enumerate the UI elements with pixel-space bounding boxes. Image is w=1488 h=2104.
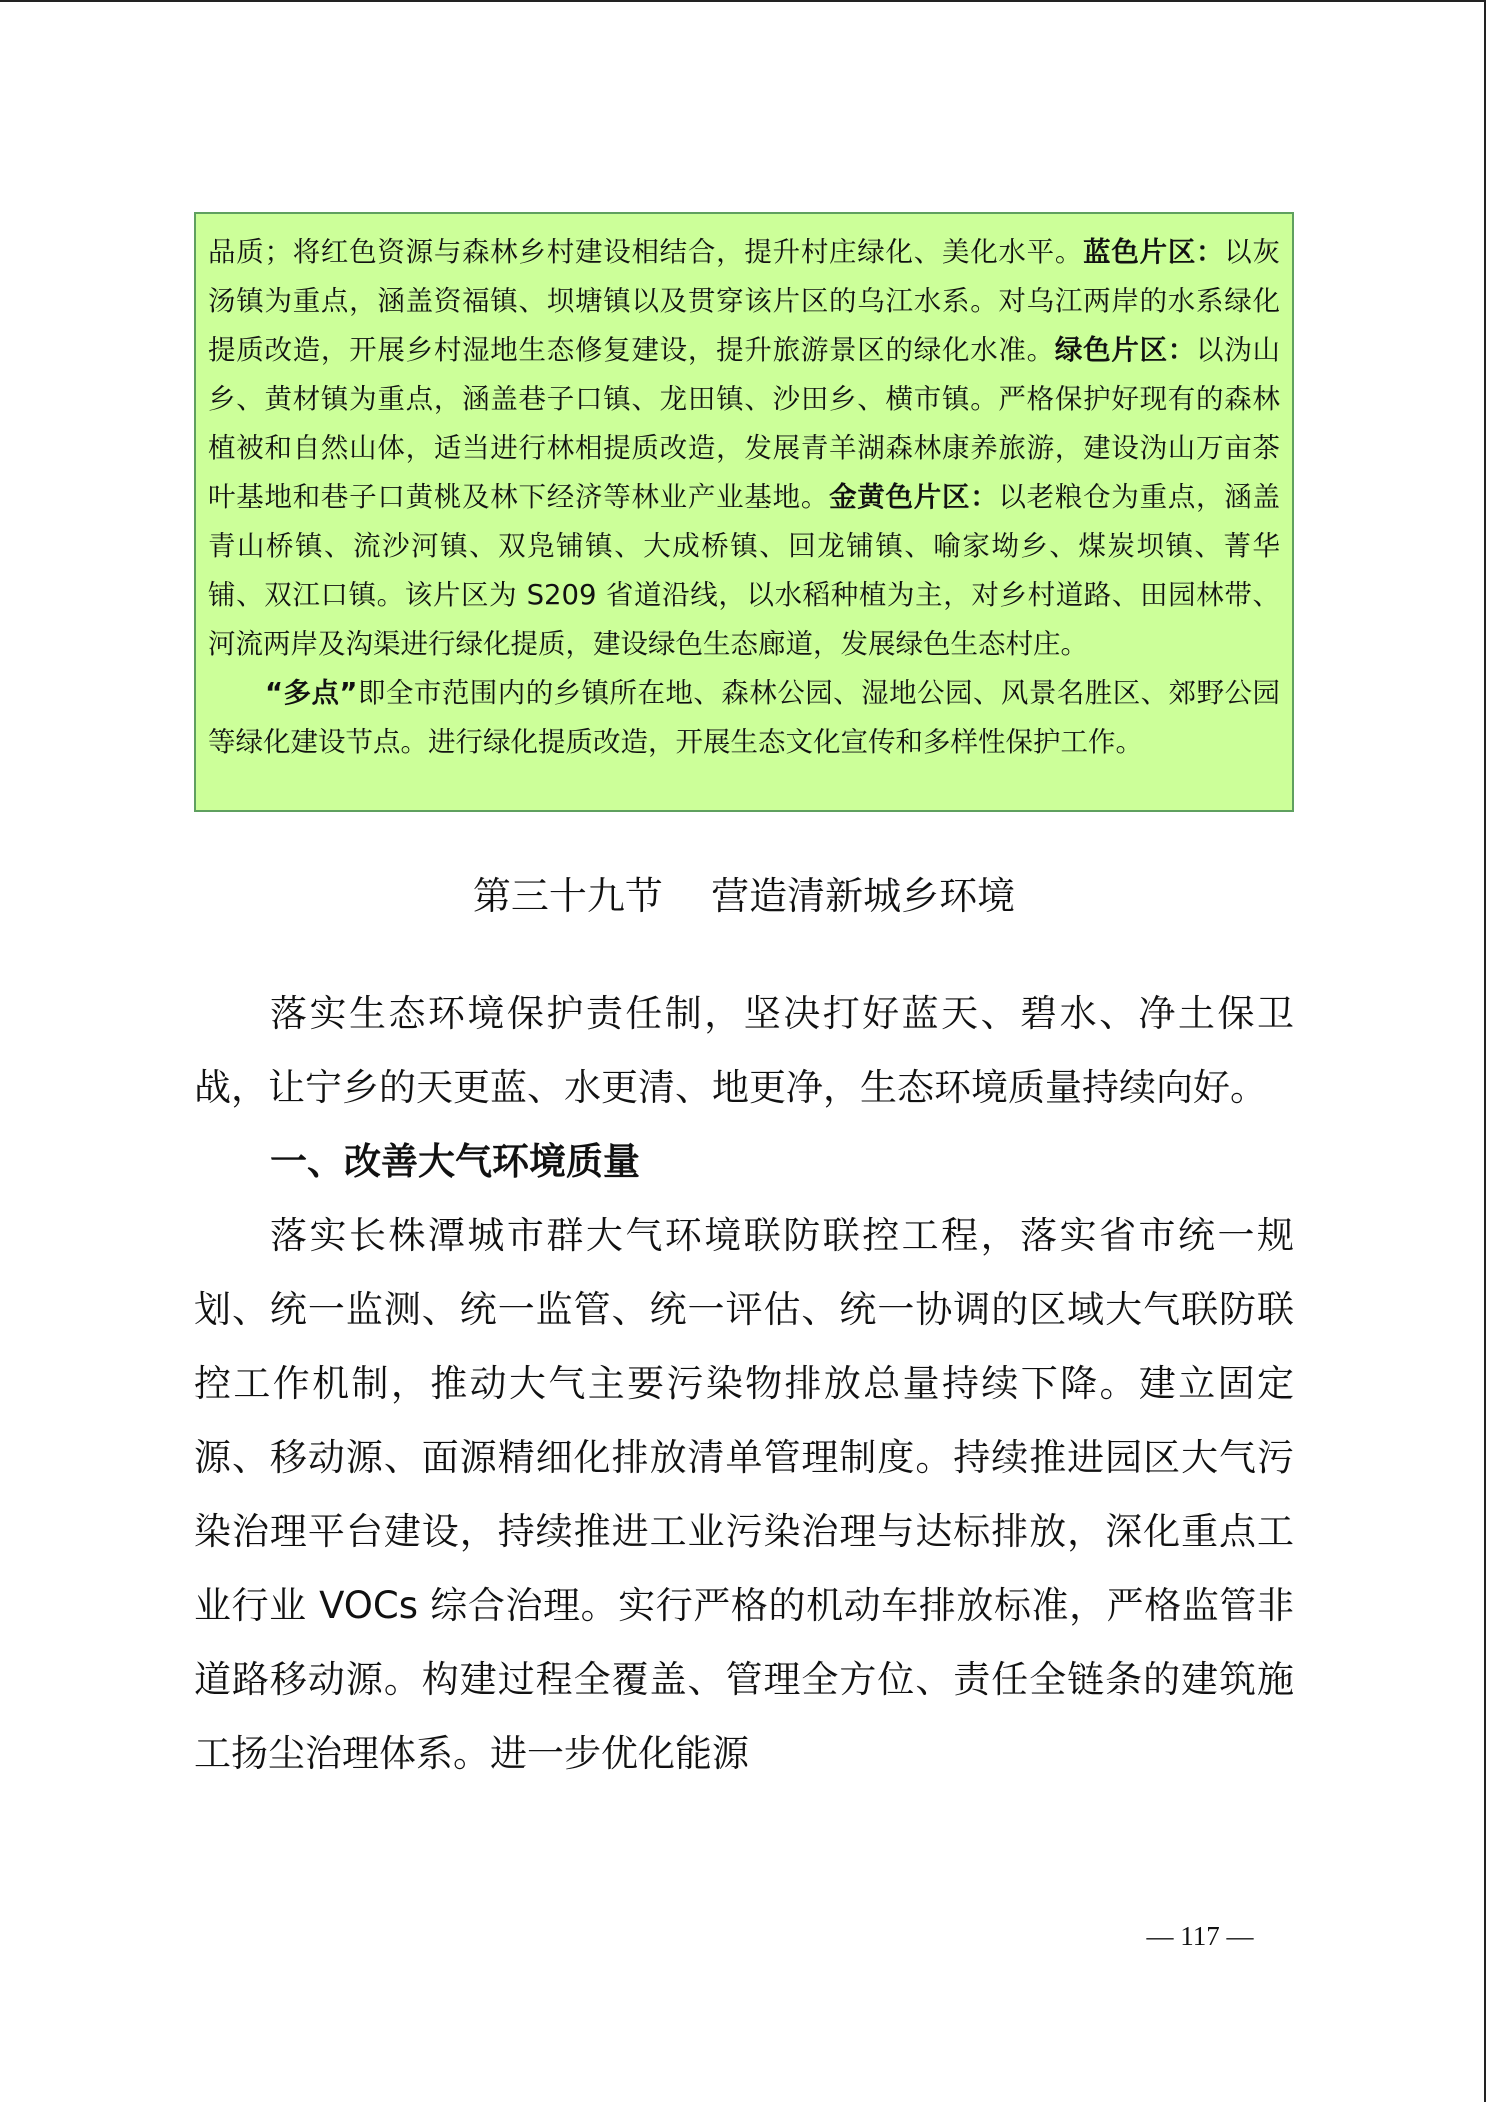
multi-point-label: “多点” <box>265 677 358 709</box>
text-run: 品质；将红色资源与森林乡村建设相结合，提升村庄绿化、美化水平。 <box>208 236 1084 268</box>
region-label-blue: 蓝色片区： <box>1083 236 1225 268</box>
page-number: — 117 — <box>1146 1921 1254 1951</box>
text-run: 以灰汤镇为重点，涵盖资福镇、坝塘镇以及贯穿该片区的乌江水系。对乌江两岸的水系绿化提质改造，开展乡村湿地生态修复建设，提升旅游景区的绿化水准。 <box>208 236 1281 366</box>
region-label-gold: 金黄色片区： <box>829 481 999 513</box>
text-run: 即全市范围内的乡镇所在地、森林公园、湿地公园、风景名胜区、郊野公园等绿化建设节点。进行绿化提质改造，开展生态文化宣传和多样性保护工作。 <box>208 677 1280 758</box>
section-title: 第三十九节 营造清新城乡环境 <box>472 874 1016 918</box>
text-run: 以老粮仓为重点，涵盖青山桥镇、流沙河镇、双凫铺镇、大成桥镇、回龙铺镇、喻家坳乡、煤炭坝镇、菁华铺、双江口镇。该片区为 S209 省道沿线，以水稻种植为主，对乡村道路、田园林带、河流两岸及沟渠进行绿化提质，建设绿色生态廊道，发展绿色生态村庄。 <box>208 481 1281 660</box>
intro-paragraph: 落实生态环境保护责任制，坚决打好蓝天、碧水、净土保卫战，让宁乡的天更蓝、水更清、地更净，生态环境质量持续向好。 <box>194 992 1294 1109</box>
subsection-heading: 一、改善大气环境质量 <box>270 1140 640 1183</box>
highlight-paragraph <box>208 228 1280 669</box>
body-text <box>194 977 1294 1791</box>
text-run: 以沩山乡、黄材镇为重点，涵盖巷子口镇、龙田镇、沙田乡、横市镇。严格保护好现有的森林植被和自然山体，适当进行林相提质改造，发展青羊湖森林康养旅游，建设沩山万亩茶叶基地和巷子口黄桃及林下经济等林业产业基地。 <box>208 334 1281 513</box>
highlight-box <box>194 212 1294 812</box>
region-label-green: 绿色片区： <box>1054 334 1197 366</box>
highlight-paragraph <box>208 669 1280 767</box>
body-paragraph: 落实长株潭城市群大气环境联防联控工程，落实省市统一规划、统一监测、统一监管、统一评估、统一协调的区域大气联防联控工作机制，推动大气主要污染物排放总量持续下降。建立固定源、移动源、面源精细化排放清单管理制度。持续推进园区大气污染治理平台建设，持续推进工业污染治理与达标排放，深化重点工业行业 VOCs 综合治理。实行严格的机动车排放标准，严格监管非道路移动源。构建过程全覆盖、管理全方位、责任全链条的建筑施工扬尘治理体系。进一步优化能源 <box>194 1214 1294 1775</box>
